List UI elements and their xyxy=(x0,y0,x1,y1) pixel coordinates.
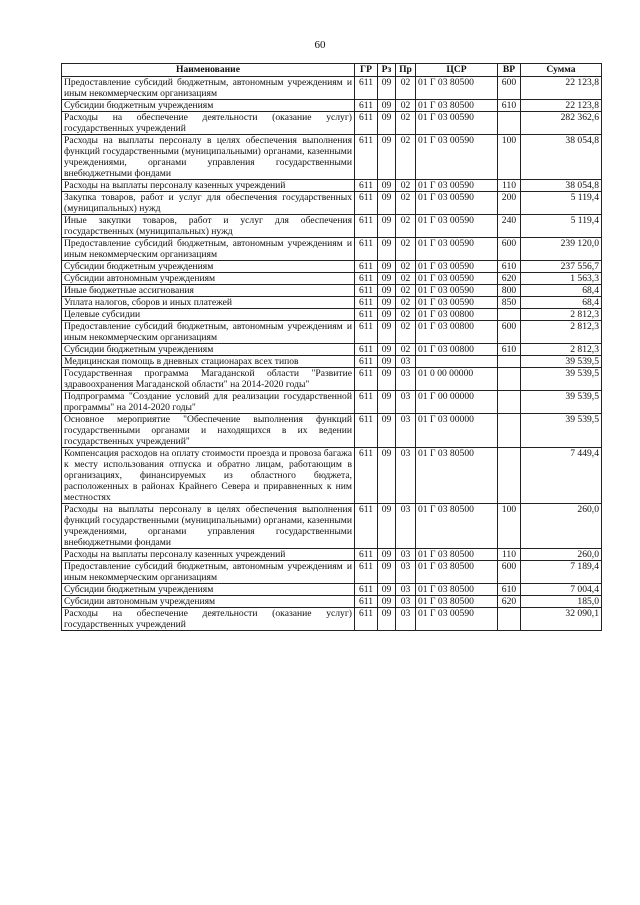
cell-rz: 09 xyxy=(378,192,396,215)
cell-name: Компенсация расходов на оплату стоимости проезда и провоза багажа к месту использования отпуска и обратно лицам, работающим в организациях, финансируемых из областного бюджета, расположенных в районах Крайнего Севера и приравненных к ним местностях xyxy=(62,448,355,504)
cell-vr xyxy=(498,448,521,504)
cell-sum: 2 812,3 xyxy=(521,321,602,344)
cell-name: Субсидии бюджетным учреждениям xyxy=(62,100,355,112)
table-row xyxy=(62,448,602,504)
cell-vr: 110 xyxy=(498,549,521,561)
table-row xyxy=(62,273,602,285)
cell-sum: 185,0 xyxy=(521,596,602,608)
cell-name: Целевые субсидии xyxy=(62,309,355,321)
cell-csr: 01 Г 03 00590 xyxy=(416,238,498,261)
table-row xyxy=(62,192,602,215)
cell-sum: 7 189,4 xyxy=(521,561,602,584)
cell-name: Иные бюджетные ассигнования xyxy=(62,285,355,297)
cell-name: Предоставление субсидий бюджетным, автономным учреждениям и иным некоммерческим организациям xyxy=(62,321,355,344)
cell-vr: 610 xyxy=(498,100,521,112)
cell-rz: 09 xyxy=(378,391,396,414)
cell-vr: 100 xyxy=(498,135,521,180)
table-row xyxy=(62,368,602,391)
cell-gr: 611 xyxy=(355,180,378,192)
cell-gr: 611 xyxy=(355,368,378,391)
cell-gr: 611 xyxy=(355,356,378,368)
cell-sum: 260,0 xyxy=(521,504,602,549)
table-row xyxy=(62,504,602,549)
cell-rz: 09 xyxy=(378,215,396,238)
cell-rz: 09 xyxy=(378,584,396,596)
cell-rz: 09 xyxy=(378,356,396,368)
header-name: Наименование xyxy=(62,64,355,77)
cell-csr: 01 Г 03 00800 xyxy=(416,321,498,344)
cell-csr: 01 Г 03 80500 xyxy=(416,100,498,112)
header-csr: ЦСР xyxy=(416,64,498,77)
cell-vr: 610 xyxy=(498,584,521,596)
cell-gr: 611 xyxy=(355,285,378,297)
cell-sum: 68,4 xyxy=(521,297,602,309)
cell-sum: 22 123,8 xyxy=(521,77,602,100)
cell-rz: 09 xyxy=(378,504,396,549)
cell-csr: 01 Г 03 80500 xyxy=(416,504,498,549)
cell-name: Закупка товаров, работ и услуг для обеспечения государственных (муниципальных) нужд xyxy=(62,192,355,215)
table-row xyxy=(62,309,602,321)
header-sum: Сумма xyxy=(521,64,602,77)
cell-vr xyxy=(498,608,521,631)
cell-csr: 01 Г 03 00590 xyxy=(416,135,498,180)
cell-pr: 02 xyxy=(396,77,416,100)
cell-rz: 09 xyxy=(378,448,396,504)
cell-pr: 02 xyxy=(396,321,416,344)
table-body xyxy=(62,77,602,631)
header-vr: ВР xyxy=(498,64,521,77)
cell-name: Расходы на выплаты персоналу казенных учреждений xyxy=(62,180,355,192)
table-row xyxy=(62,596,602,608)
cell-rz: 09 xyxy=(378,344,396,356)
table-row xyxy=(62,356,602,368)
cell-vr: 600 xyxy=(498,77,521,100)
table-row xyxy=(62,261,602,273)
cell-pr: 02 xyxy=(396,344,416,356)
cell-gr: 611 xyxy=(355,448,378,504)
cell-sum: 282 362,6 xyxy=(521,112,602,135)
cell-vr: 110 xyxy=(498,180,521,192)
cell-gr: 611 xyxy=(355,608,378,631)
cell-csr: 01 Г 03 00590 xyxy=(416,285,498,297)
cell-pr: 03 xyxy=(396,448,416,504)
cell-vr xyxy=(498,112,521,135)
cell-pr: 03 xyxy=(396,584,416,596)
cell-csr: 01 Г 03 00590 xyxy=(416,215,498,238)
table-row xyxy=(62,549,602,561)
table-row xyxy=(62,238,602,261)
cell-rz: 09 xyxy=(378,285,396,297)
cell-name: Расходы на выплаты персоналу в целях обеспечения выполнения функций государственными (муниципальными) органами, казенными учреждениями, органами управления государственными внебюджетными фондами xyxy=(62,504,355,549)
header-rz: Рз xyxy=(378,64,396,77)
cell-vr: 100 xyxy=(498,504,521,549)
cell-gr: 611 xyxy=(355,192,378,215)
budget-table xyxy=(61,63,602,631)
cell-pr: 02 xyxy=(396,273,416,285)
cell-vr: 800 xyxy=(498,285,521,297)
cell-rz: 09 xyxy=(378,414,396,448)
cell-rz: 09 xyxy=(378,561,396,584)
cell-csr: 01 Г 03 80500 xyxy=(416,584,498,596)
cell-name: Субсидии автономным учреждениям xyxy=(62,273,355,285)
cell-csr: 01 Г 03 00590 xyxy=(416,180,498,192)
cell-gr: 611 xyxy=(355,309,378,321)
cell-csr: 01 Г 03 00800 xyxy=(416,344,498,356)
cell-vr xyxy=(498,368,521,391)
cell-name: Расходы на обеспечение деятельности (оказание услуг) государственных учреждений xyxy=(62,112,355,135)
cell-vr xyxy=(498,414,521,448)
cell-pr: 03 xyxy=(396,504,416,549)
cell-csr: 01 Г 03 80500 xyxy=(416,77,498,100)
cell-pr: 03 xyxy=(396,561,416,584)
cell-sum: 5 119,4 xyxy=(521,192,602,215)
table-row xyxy=(62,584,602,596)
cell-vr: 240 xyxy=(498,215,521,238)
cell-gr: 611 xyxy=(355,321,378,344)
cell-csr: 01 0 00 00000 xyxy=(416,368,498,391)
cell-vr: 600 xyxy=(498,561,521,584)
cell-csr: 01 Г 03 80500 xyxy=(416,448,498,504)
cell-sum: 2 812,3 xyxy=(521,309,602,321)
cell-vr: 600 xyxy=(498,238,521,261)
cell-pr: 03 xyxy=(396,368,416,391)
cell-pr: 02 xyxy=(396,215,416,238)
cell-rz: 09 xyxy=(378,261,396,273)
cell-pr: 02 xyxy=(396,297,416,309)
cell-pr: 02 xyxy=(396,112,416,135)
cell-pr: 02 xyxy=(396,135,416,180)
table-row xyxy=(62,215,602,238)
cell-sum: 32 090,1 xyxy=(521,608,602,631)
cell-csr: 01 Г 03 00590 xyxy=(416,192,498,215)
cell-pr: 03 xyxy=(396,549,416,561)
table-row xyxy=(62,297,602,309)
cell-pr: 02 xyxy=(396,192,416,215)
cell-rz: 09 xyxy=(378,321,396,344)
cell-pr: 03 xyxy=(396,391,416,414)
cell-pr: 02 xyxy=(396,180,416,192)
cell-csr: 01 Г 03 00590 xyxy=(416,608,498,631)
cell-pr: 02 xyxy=(396,238,416,261)
cell-pr: 02 xyxy=(396,100,416,112)
cell-gr: 611 xyxy=(355,100,378,112)
cell-name: Медицинская помощь в дневных стационарах всех типов xyxy=(62,356,355,368)
cell-rz: 09 xyxy=(378,368,396,391)
cell-gr: 611 xyxy=(355,297,378,309)
cell-pr: 03 xyxy=(396,608,416,631)
cell-gr: 611 xyxy=(355,549,378,561)
cell-name: Предоставление субсидий бюджетным, автономным учреждениям и иным некоммерческим организациям xyxy=(62,77,355,100)
cell-sum: 7 449,4 xyxy=(521,448,602,504)
cell-gr: 611 xyxy=(355,77,378,100)
cell-gr: 611 xyxy=(355,596,378,608)
table-row xyxy=(62,180,602,192)
cell-rz: 09 xyxy=(378,100,396,112)
cell-sum: 237 556,7 xyxy=(521,261,602,273)
table-row xyxy=(62,391,602,414)
cell-gr: 611 xyxy=(355,584,378,596)
cell-rz: 09 xyxy=(378,309,396,321)
cell-gr: 611 xyxy=(355,112,378,135)
cell-rz: 09 xyxy=(378,180,396,192)
cell-name: Субсидии бюджетным учреждениям xyxy=(62,344,355,356)
cell-sum: 7 004,4 xyxy=(521,584,602,596)
table-row xyxy=(62,100,602,112)
cell-name: Основное мероприятие "Обеспечение выполнения функций государственными органами и находящихся в их ведении государственных учреждений" xyxy=(62,414,355,448)
cell-pr: 02 xyxy=(396,261,416,273)
cell-name: Уплата налогов, сборов и иных платежей xyxy=(62,297,355,309)
cell-gr: 611 xyxy=(355,344,378,356)
cell-csr: 01 Г 03 00000 xyxy=(416,414,498,448)
cell-vr: 610 xyxy=(498,261,521,273)
cell-sum: 39 539,5 xyxy=(521,368,602,391)
table-row xyxy=(62,414,602,448)
cell-rz: 09 xyxy=(378,297,396,309)
cell-csr: 01 Г 03 00800 xyxy=(416,309,498,321)
cell-vr: 850 xyxy=(498,297,521,309)
cell-name: Подпрограмма "Создание условий для реализации государственной программы" на 2014-2020 годы" xyxy=(62,391,355,414)
cell-gr: 611 xyxy=(355,273,378,285)
cell-rz: 09 xyxy=(378,273,396,285)
cell-pr: 03 xyxy=(396,414,416,448)
page-number: 60 xyxy=(314,39,326,51)
table-row xyxy=(62,77,602,100)
cell-rz: 09 xyxy=(378,238,396,261)
cell-rz: 09 xyxy=(378,549,396,561)
cell-sum: 38 054,8 xyxy=(521,180,602,192)
cell-pr: 02 xyxy=(396,309,416,321)
cell-name: Расходы на выплаты персоналу в целях обеспечения выполнения функций государственными (муниципальными) органами, казенными учреждениями, органами управления государственными внебюджетными фондами xyxy=(62,135,355,180)
cell-gr: 611 xyxy=(355,261,378,273)
cell-gr: 611 xyxy=(355,238,378,261)
cell-sum: 239 120,0 xyxy=(521,238,602,261)
cell-name: Предоставление субсидий бюджетным, автономным учреждениям и иным некоммерческим организациям xyxy=(62,561,355,584)
cell-name: Субсидии автономным учреждениям xyxy=(62,596,355,608)
cell-pr: 03 xyxy=(396,596,416,608)
cell-name: Предоставление субсидий бюджетным, автономным учреждениям и иным некоммерческим организациям xyxy=(62,238,355,261)
cell-rz: 09 xyxy=(378,112,396,135)
cell-sum: 68,4 xyxy=(521,285,602,297)
header-pr: Пр xyxy=(396,64,416,77)
table-row xyxy=(62,112,602,135)
cell-name: Субсидии бюджетным учреждениям xyxy=(62,261,355,273)
cell-name: Государственная программа Магаданской области "Развитие здравоохранения Магаданской области" на 2014-2020 годы" xyxy=(62,368,355,391)
cell-gr: 611 xyxy=(355,391,378,414)
cell-csr: 01 Г 00 00000 xyxy=(416,391,498,414)
cell-csr: 01 Г 03 00590 xyxy=(416,297,498,309)
cell-pr: 03 xyxy=(396,356,416,368)
cell-sum: 22 123,8 xyxy=(521,100,602,112)
cell-sum: 5 119,4 xyxy=(521,215,602,238)
cell-rz: 09 xyxy=(378,596,396,608)
cell-csr: 01 Г 03 00590 xyxy=(416,112,498,135)
cell-vr xyxy=(498,309,521,321)
cell-csr: 01 Г 03 80500 xyxy=(416,561,498,584)
cell-vr: 620 xyxy=(498,273,521,285)
cell-gr: 611 xyxy=(355,504,378,549)
cell-rz: 09 xyxy=(378,135,396,180)
cell-name: Иные закупки товаров, работ и услуг для обеспечения государственных (муниципальных) нужд xyxy=(62,215,355,238)
cell-rz: 09 xyxy=(378,77,396,100)
cell-vr xyxy=(498,356,521,368)
cell-csr: 01 Г 03 00590 xyxy=(416,261,498,273)
cell-vr xyxy=(498,391,521,414)
cell-pr: 02 xyxy=(396,285,416,297)
cell-name: Расходы на выплаты персоналу казенных учреждений xyxy=(62,549,355,561)
table-row xyxy=(62,344,602,356)
cell-gr: 611 xyxy=(355,414,378,448)
cell-gr: 611 xyxy=(355,561,378,584)
table-row xyxy=(62,608,602,631)
cell-gr: 611 xyxy=(355,135,378,180)
table-header xyxy=(62,64,602,77)
cell-sum: 260,0 xyxy=(521,549,602,561)
cell-name: Расходы на обеспечение деятельности (оказание услуг) государственных учреждений xyxy=(62,608,355,631)
cell-vr: 200 xyxy=(498,192,521,215)
table-row xyxy=(62,321,602,344)
cell-name: Субсидии бюджетным учреждениям xyxy=(62,584,355,596)
header-gr: ГР xyxy=(355,64,378,77)
cell-gr: 611 xyxy=(355,215,378,238)
table-row xyxy=(62,285,602,297)
cell-sum: 39 539,5 xyxy=(521,391,602,414)
cell-sum: 2 812,3 xyxy=(521,344,602,356)
cell-csr: 01 Г 03 80500 xyxy=(416,549,498,561)
cell-vr: 620 xyxy=(498,596,521,608)
table-row xyxy=(62,561,602,584)
cell-sum: 39 539,5 xyxy=(521,414,602,448)
cell-rz: 09 xyxy=(378,608,396,631)
cell-csr: 01 Г 03 80500 xyxy=(416,596,498,608)
cell-sum: 38 054,8 xyxy=(521,135,602,180)
cell-sum: 1 563,3 xyxy=(521,273,602,285)
cell-vr: 610 xyxy=(498,344,521,356)
cell-csr: 01 Г 03 00590 xyxy=(416,273,498,285)
cell-vr: 600 xyxy=(498,321,521,344)
table-row xyxy=(62,135,602,180)
header-row xyxy=(62,64,602,77)
cell-sum: 39 539,5 xyxy=(521,356,602,368)
cell-csr xyxy=(416,356,498,368)
